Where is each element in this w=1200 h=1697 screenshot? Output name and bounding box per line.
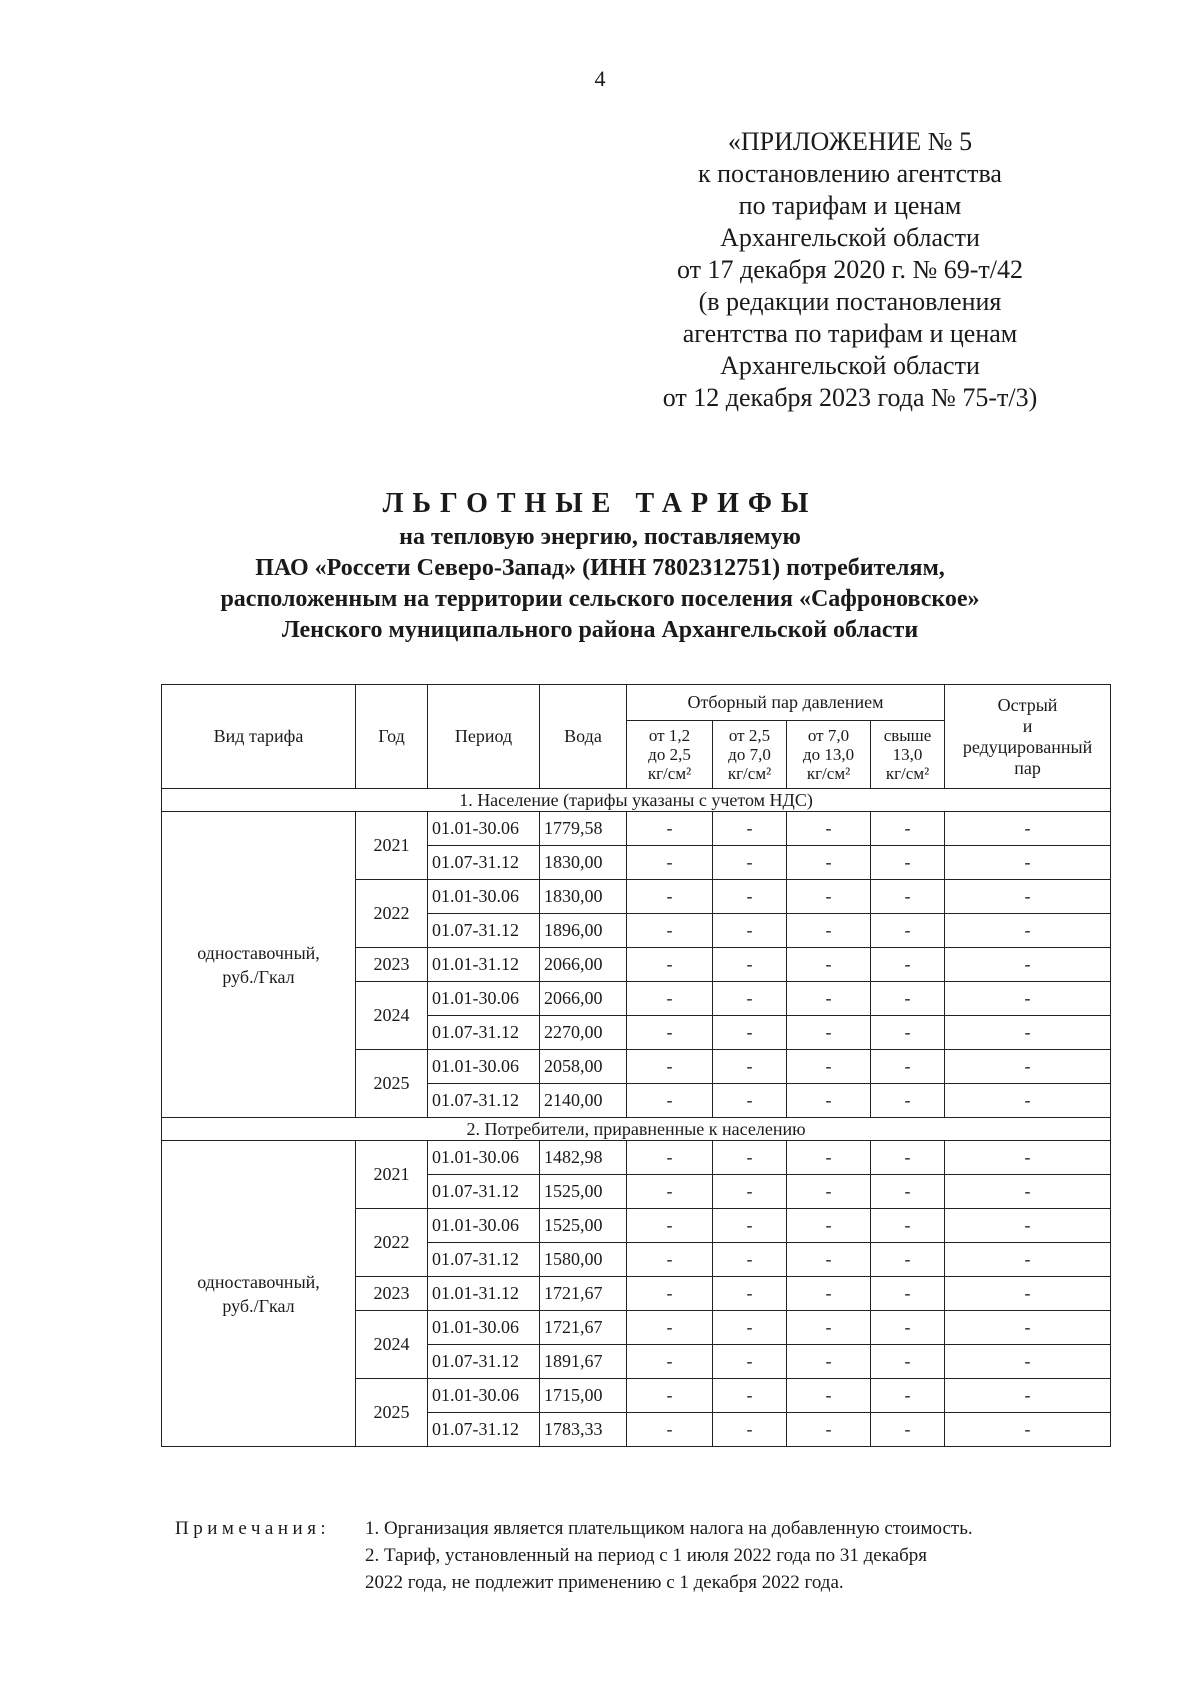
table-row [162,812,1111,846]
dash-cell: - [713,1175,787,1209]
tariff-table [161,684,1111,1447]
dash-cell: - [713,1141,787,1175]
appendix-line: «ПРИЛОЖЕНИЕ № 5 [727,127,973,156]
water-value-cell: 2058,00 [540,1050,627,1084]
section-row [162,789,1111,812]
dash-cell: - [871,1141,945,1175]
water-value-cell: 1525,00 [540,1175,627,1209]
year-cell: 2021 [356,1141,428,1209]
water-value-cell: 1721,67 [540,1277,627,1311]
title-line: расположенным на территории сельского поселения «Сафроновское» [220,586,980,612]
header-steam-2 [713,721,787,789]
water-value-cell: 2140,00 [540,1084,627,1118]
dash-cell: - [627,1311,713,1345]
period-cell: 01.01-30.06 [428,812,540,846]
tariff-table-body [162,789,1111,1447]
dash-cell: - [871,1175,945,1209]
dash-cell: - [713,1413,787,1447]
water-value-cell: 1891,67 [540,1345,627,1379]
dash-cell: - [627,880,713,914]
appendix-line: агентства по тарифам и ценам [682,319,1018,348]
note-line: 1. Организация является плательщиком налога на добавленную стоимость. [365,1518,973,1539]
year-cell: 2023 [356,1277,428,1311]
period-cell: 01.01-31.12 [428,1277,540,1311]
dash-cell: - [945,1345,1111,1379]
dash-cell: - [871,1050,945,1084]
tariff-kind-line: одноставочный, [197,1271,320,1292]
dash-cell: - [713,914,787,948]
period-cell: 01.07-31.12 [428,1016,540,1050]
dash-cell: - [871,948,945,982]
dash-cell: - [713,1311,787,1345]
period-cell: 01.01-31.12 [428,948,540,982]
header-sharp-steam-line: пар [1014,757,1041,778]
header-line: до 2,5 [648,745,691,764]
appendix-line: от 12 декабря 2023 года № 75-т/3) [662,383,1038,412]
dash-cell: - [713,846,787,880]
header-water: Вода [540,685,627,789]
header-year: Год [356,685,428,789]
year-cell: 2025 [356,1379,428,1447]
period-cell: 01.07-31.12 [428,1345,540,1379]
dash-cell: - [945,812,1111,846]
header-steam-4 [871,721,945,789]
dash-cell: - [871,1311,945,1345]
header-sharp-steam-line: Острый [997,694,1058,715]
dash-cell: - [871,1084,945,1118]
year-cell: 2024 [356,982,428,1050]
year-cell: 2022 [356,1209,428,1277]
dash-cell: - [713,948,787,982]
dash-cell: - [787,880,871,914]
dash-cell: - [871,1345,945,1379]
dash-cell: - [945,1050,1111,1084]
water-value-cell: 1580,00 [540,1243,627,1277]
dash-cell: - [945,948,1111,982]
water-value-cell: 1721,67 [540,1311,627,1345]
dash-cell: - [787,1243,871,1277]
appendix-block [640,126,1060,414]
water-value-cell: 1896,00 [540,914,627,948]
period-cell: 01.07-31.12 [428,846,540,880]
header-line: от 1,2 [648,726,691,745]
appendix-line: Архангельской области [720,223,980,252]
period-cell: 01.07-31.12 [428,1413,540,1447]
dash-cell: - [787,1209,871,1243]
dash-cell: - [871,1413,945,1447]
water-value-cell: 1779,58 [540,812,627,846]
header-line: кг/см² [647,764,692,783]
dash-cell: - [627,914,713,948]
appendix-line: (в редакции постановления [698,287,1002,316]
dash-cell: - [787,1141,871,1175]
dash-cell: - [945,1084,1111,1118]
dash-cell: - [871,914,945,948]
header-line: от 7,0 [807,726,850,745]
dash-cell: - [787,982,871,1016]
notes-list [365,1515,1110,1596]
period-cell: 01.01-30.06 [428,1209,540,1243]
dash-cell: - [945,1175,1111,1209]
title-line: на тепловую энергию, поставляемую [399,524,801,550]
dash-cell: - [945,846,1111,880]
dash-cell: - [787,1413,871,1447]
dash-cell: - [713,1277,787,1311]
dash-cell: - [945,1243,1111,1277]
dash-cell: - [627,1050,713,1084]
tariff-kind-cell [162,812,356,1118]
period-cell: 01.07-31.12 [428,1175,540,1209]
dash-cell: - [945,1311,1111,1345]
dash-cell: - [787,914,871,948]
dash-cell: - [627,1379,713,1413]
dash-cell: - [871,812,945,846]
tariff-kind-cell [162,1141,356,1447]
year-cell: 2024 [356,1311,428,1379]
period-cell: 01.01-30.06 [428,1050,540,1084]
dash-cell: - [871,982,945,1016]
dash-cell: - [713,1016,787,1050]
dash-cell: - [871,1209,945,1243]
dash-cell: - [713,1084,787,1118]
dash-cell: - [787,1175,871,1209]
header-line: свыше [883,726,932,745]
section-title: 2. Потребители, приравненные к населению [162,1118,1111,1141]
period-cell: 01.01-30.06 [428,1379,540,1413]
water-value-cell: 1482,98 [540,1141,627,1175]
note-line: 2. Тариф, установленный на период с 1 июля 2022 года по 31 декабря [365,1545,927,1566]
page-number: 4 [594,66,606,91]
year-cell: 2023 [356,948,428,982]
dash-cell: - [627,982,713,1016]
header-line: от 2,5 [728,726,771,745]
dash-cell: - [627,1277,713,1311]
appendix-line: по тарифам и ценам [738,191,962,220]
dash-cell: - [627,1243,713,1277]
dash-cell: - [871,846,945,880]
dash-cell: - [627,846,713,880]
document-title [0,486,1200,646]
dash-cell: - [945,982,1111,1016]
dash-cell: - [871,1379,945,1413]
dash-cell: - [945,1413,1111,1447]
period-cell: 01.01-30.06 [428,880,540,914]
dash-cell: - [945,1016,1111,1050]
dash-cell: - [787,1050,871,1084]
dash-cell: - [787,948,871,982]
header-line: кг/см² [806,764,851,783]
year-cell: 2021 [356,812,428,880]
header-line: до 13,0 [802,745,855,764]
header-line: до 7,0 [728,745,771,764]
dash-cell: - [945,1379,1111,1413]
dash-cell: - [787,1016,871,1050]
period-cell: 01.07-31.12 [428,1243,540,1277]
notes-label: Примечания: [175,1518,331,1539]
dash-cell: - [627,1209,713,1243]
dash-cell: - [713,1243,787,1277]
dash-cell: - [627,948,713,982]
dash-cell: - [713,982,787,1016]
dash-cell: - [713,1345,787,1379]
title-main: ЛЬГОТНЫЕ ТАРИФЫ [382,488,818,519]
header-sharp-steam-line: и [1022,715,1033,736]
dash-cell: - [627,812,713,846]
dash-cell: - [945,880,1111,914]
section-row [162,1118,1111,1141]
period-cell: 01.07-31.12 [428,1084,540,1118]
dash-cell: - [945,1209,1111,1243]
dash-cell: - [787,1379,871,1413]
appendix-line: к постановлению агентства [698,159,1002,188]
water-value-cell: 1830,00 [540,846,627,880]
header-steam-3 [787,721,871,789]
dash-cell: - [627,1141,713,1175]
dash-cell: - [787,846,871,880]
water-value-cell: 1783,33 [540,1413,627,1447]
title-line: Ленского муниципального района Архангельской области [281,617,919,643]
header-sharp-steam-line: редуцированный [962,736,1093,757]
tariff-kind-line: одноставочный, [197,942,320,963]
dash-cell: - [787,812,871,846]
header-period: Период [428,685,540,789]
header-steam-group: Отборный пар давлением [627,685,945,721]
dash-cell: - [713,1379,787,1413]
dash-cell: - [787,1084,871,1118]
dash-cell: - [627,1175,713,1209]
dash-cell: - [787,1311,871,1345]
appendix-line: Архангельской области [720,351,980,380]
period-cell: 01.07-31.12 [428,914,540,948]
water-value-cell: 1830,00 [540,880,627,914]
dash-cell: - [713,812,787,846]
header-line: кг/см² [727,764,772,783]
water-value-cell: 2066,00 [540,982,627,1016]
section-title: 1. Население (тарифы указаны с учетом НДС) [162,789,1111,812]
dash-cell: - [871,1243,945,1277]
dash-cell: - [713,880,787,914]
note-line: 2022 года, не подлежит применению с 1 декабря 2022 года. [365,1572,844,1593]
year-cell: 2022 [356,880,428,948]
water-value-cell: 2066,00 [540,948,627,982]
tariff-kind-line: руб./Гкал [222,966,295,987]
header-line: 13,0 [892,745,923,764]
dash-cell: - [627,1413,713,1447]
dash-cell: - [627,1345,713,1379]
dash-cell: - [787,1345,871,1379]
period-cell: 01.01-30.06 [428,1311,540,1345]
water-value-cell: 2270,00 [540,1016,627,1050]
dash-cell: - [945,914,1111,948]
dash-cell: - [871,1016,945,1050]
period-cell: 01.01-30.06 [428,1141,540,1175]
dash-cell: - [871,1277,945,1311]
tariff-kind-line: руб./Гкал [222,1295,295,1316]
dash-cell: - [713,1209,787,1243]
dash-cell: - [871,880,945,914]
dash-cell: - [945,1277,1111,1311]
header-tariff-type: Вид тарифа [162,685,356,789]
appendix-line: от 17 декабря 2020 г. № 69-т/42 [676,255,1024,284]
dash-cell: - [627,1084,713,1118]
period-cell: 01.01-30.06 [428,982,540,1016]
title-line: ПАО «Россети Северо-Запад» (ИНН 7802312751) потребителям, [255,555,945,581]
dash-cell: - [713,1050,787,1084]
header-steam-1 [627,721,713,789]
dash-cell: - [945,1141,1111,1175]
header-sharp-steam [945,685,1111,789]
header-line: кг/см² [885,764,930,783]
dash-cell: - [627,1016,713,1050]
table-row [162,1141,1111,1175]
year-cell: 2025 [356,1050,428,1118]
water-value-cell: 1525,00 [540,1209,627,1243]
dash-cell: - [787,1277,871,1311]
water-value-cell: 1715,00 [540,1379,627,1413]
